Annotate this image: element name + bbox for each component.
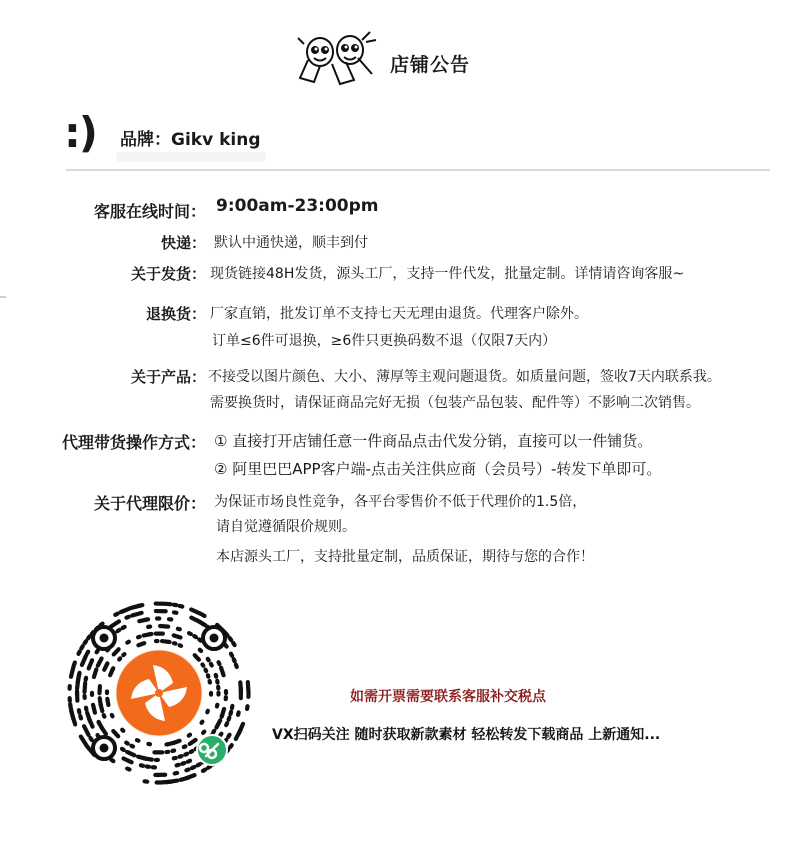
price-label: 关于代理限价： [93,494,206,513]
qr-dot [208,675,209,676]
express-label: 快递： [160,234,206,252]
qr-dot [81,646,82,648]
qr-dot [113,731,118,736]
qr-dot [127,642,129,643]
qr-dot [94,669,96,677]
qr-dot [236,729,241,739]
qr-dot [205,670,206,671]
qr-dot [126,617,128,618]
qr-dot [138,643,144,645]
page-title: 店铺公告 [390,54,471,76]
qr-dot [160,626,168,627]
qr-dot [112,715,113,716]
qr-dot [89,660,92,668]
qr-dot [208,766,210,768]
vx-follow-text: VX扫码关注 随时获取新款素材 轻松转发下载商品 上新通知... [272,727,661,743]
qr-dot [71,710,72,713]
products-label: 关于产品： [130,368,206,386]
qr-dot [219,662,220,664]
qr-dot [104,663,107,669]
hours-value: 9:00am-23:00pm [216,196,379,216]
qr-dot [203,770,205,771]
qr-eye-center [100,744,109,753]
qr-dot [81,737,87,746]
qr-dot [127,769,129,770]
qr-dot [104,715,105,717]
qr-dot [202,722,203,723]
qr-dot [216,720,220,727]
qr-dot [202,623,204,624]
qr-eye-center [100,634,109,643]
qr-dot [185,754,187,755]
qr-dot [82,656,86,665]
qr-dot [111,760,113,761]
qr-dot [79,651,80,653]
qr-dot [138,637,140,638]
qr-dot [192,767,194,768]
qr-dot [99,722,100,724]
qr-dot [131,746,133,747]
brand-shadow [116,152,266,162]
qr-dot [126,743,128,744]
qr-dot [80,716,81,718]
qr-dot [87,652,88,654]
qr-dot [121,608,131,612]
brand-label: 品牌：Gikv king [120,130,261,150]
qr-dot [174,635,181,637]
qr-dot [228,735,229,737]
qr-dot [234,659,235,661]
qr-dot [189,633,191,634]
qr-dot [100,624,102,626]
agent-line1: ① 直接打开店铺任意一件商品点击代发分销，直接可以一件铺货。 [214,432,653,450]
qr-dot [194,636,196,637]
qr-dot [124,759,132,763]
qr-dot [175,773,177,774]
qr-dot [98,659,102,666]
price-line3: 本店源头工厂，支持批量定制，品质保证，期待与您的合作！ [216,549,594,565]
qr-dot [122,749,124,750]
qr-dot [113,668,114,669]
qr-dot [88,636,90,638]
divider [66,169,770,171]
qr-dot [85,641,87,643]
qr-dot [191,610,201,614]
qr-dot [230,712,231,714]
qr-dot [222,715,223,717]
shipping-value: 现货链接48H发货，源头工厂，支持一件代发，批量定制。详情请咨询客服~ [210,266,685,282]
qr-dot [233,643,234,645]
qr-dot [213,731,214,733]
qr-dot [178,629,180,630]
qr-dot [180,645,181,646]
qr-dot [100,698,101,705]
qr-dot [161,782,172,783]
qr-dot [123,627,125,628]
qr-eye-center [210,634,219,643]
qr-dot [111,621,119,626]
qr-dot [84,726,89,735]
qr-dot [191,751,193,752]
qr-dot [230,745,232,747]
qr-dot [186,769,188,770]
qr-dot [132,613,141,616]
qr-dot [203,732,204,733]
qr-dot [248,682,249,693]
qr-dot [236,665,237,667]
qr-dot [221,668,224,676]
qr-dot [180,606,183,607]
qr-dot [114,649,119,654]
hours-label: 客服在线时间： [93,202,206,221]
shipping-label: 关于发货： [130,265,206,283]
edge-mark [0,296,6,298]
qr-dot [180,756,182,757]
qr-dot [115,614,117,615]
qr-dot [226,723,227,725]
qr-dot [138,757,146,759]
price-line1: 为保证市场良性竞争，各平台零售价不低于代理价的1.5倍， [214,494,587,510]
qr-dot [85,683,86,692]
qr-dot [184,746,186,747]
returns-label: 退换货： [145,305,206,323]
returns-line1: 厂家直销，批发订单不支持七天无理由退货。代理客户除外。 [210,306,588,322]
returns-line2: 订单≤6件可退换，≥6件只更换码数不退（仅限7天内） [212,333,557,349]
qr-dot [238,712,239,714]
qr-dot [216,675,217,677]
qr-dot [79,710,80,712]
qr-dot [182,763,184,764]
qr-dot [197,764,199,765]
qr-dot [79,674,80,676]
qr-dot [202,664,203,665]
smile-emoticon: :) [64,108,96,157]
qr-dot [123,654,124,655]
qr-dot [189,735,190,736]
qr-dot [181,779,184,780]
qr-dot [93,705,95,713]
qr-dot [230,638,232,640]
qr-dot [188,761,190,762]
qr-dot [137,740,138,741]
qr-dot [208,659,209,660]
qr-code-icon[interactable] [64,598,254,792]
qr-dot [195,655,199,660]
products-line2: 需要换货时，请保证商品完好无损（包装产品包装、配件等）不影响二次销售。 [210,395,700,411]
qr-dot [74,663,75,666]
products-line1: 不接受以图片颜色、大小、薄厚等主观问题退货。如质量问题，签收7天内联系我。 [208,369,721,385]
price-line2: 请自觉遵循限价规则。 [216,519,356,535]
qr-dot [138,605,141,606]
qr-dot [71,666,74,676]
express-value: 默认中通快递，顺丰到付 [214,235,368,251]
qr-dot [207,711,208,712]
qr-dot [127,752,134,755]
agent-label: 代理带货操作方式： [61,433,206,452]
qr-dot [190,740,196,744]
qr-dot [199,639,201,640]
qr-dot [118,630,120,631]
qr-dot [141,765,143,766]
qr-dot [231,654,232,656]
qr-dot [229,718,230,720]
qr-dot [177,765,179,766]
qr-dot [90,738,91,740]
invoice-notice: 如需开票需要联系客服补交税点 [350,689,546,705]
qr-dot [202,615,204,616]
qr-dot [119,658,120,659]
qr-dot [97,650,98,652]
qr-dot [107,699,108,705]
qr-dot [200,650,201,651]
mascot-logo-icon [296,30,380,92]
qr-dot [211,664,212,666]
agent-line2: ② 阿里巴巴APP客户端-点击关注供应商（会员号）-转发下单即可。 [214,460,662,478]
qr-dot [87,713,90,721]
qr-dot [186,777,189,778]
qr-dot [122,730,123,731]
